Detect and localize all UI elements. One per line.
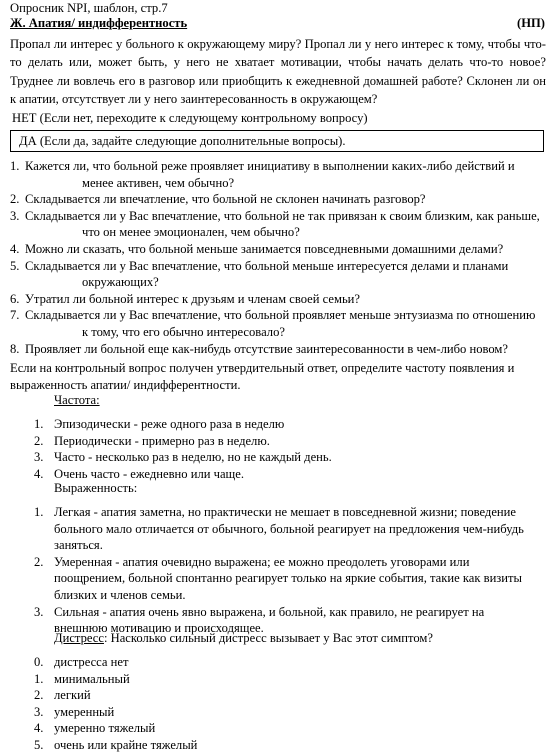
subquestion-text: Складывается ли впечатление, что больной не склонен начинать разговор? [25,192,426,207]
option-text: Умеренная - апатия очевидно выражена; ее можно преодолеть уговорами или поощрением, больной спонтанно реагирует только на яркие события, такие как визиты близких и членов семьи. [54,554,522,602]
option-number: 1. [34,417,44,431]
distress-option [34,720,539,737]
option-text: Часто - несколько раз в неделю, но не каждый день. [54,450,332,465]
option-text: Эпизодически - реже одного раза в неделю [54,417,285,431]
subquestion-number: 5. [10,258,20,273]
option-number: 1. [34,671,44,686]
option-number: 5. [34,737,44,752]
screening-question: Пропал ли интерес у больного к окружающему миру? Пропал ли у него интерес к тому, чтобы что-то делать или, может быть, у него не хватает мотивации, чтобы начать делать что-то новое? Труднее ли вовлечь его в разговор или приобщить к ежедневной домашней работе? Склонен ли он к апатии, отсутствует ли у него заинтересованность в окружающем? [10,37,546,107]
frequency-label: Частота: [54,393,100,407]
option-number: 4. [34,466,44,481]
subquestion-item [10,258,546,291]
option-number: 3. [34,450,44,465]
option-number: 3. [34,704,44,719]
subquestion-text: Можно ли сказать, что больной меньше занимается повседневными домашними делами? [25,241,504,256]
severity-option [34,554,539,604]
frequency-option [34,449,539,466]
subquestion-item [10,241,546,258]
distress-option [34,654,539,671]
option-text: Легкая - апатия заметна, но практически не мешает в повседневной жизни; поведение больного мало отличается от обычного, больной реагирует на предложения чем-нибудь заняться. [54,505,524,553]
yes-answer-box [10,130,544,152]
option-number: 2. [34,554,44,569]
no-answer-line: НЕТ (Если нет, переходите к следующему контрольному вопросу) [12,111,368,125]
distress-list [34,654,539,754]
distress-question [54,630,433,646]
subquestion-item [10,158,546,191]
subquestion-number: 4. [10,241,20,256]
subquestion-text-cont: к тому, что его обычно интересовало? [82,324,285,339]
subquestion-list [10,158,546,357]
subquestion-item [10,341,546,358]
frequency-list [34,416,539,482]
option-text: дистресса нет [54,655,129,669]
subquestion-item [10,191,546,208]
followup-instruction: Если на контрольный вопрос получен утвердительный ответ, определите частоту появления и выраженность апатии/ индифферентности. [10,361,515,392]
option-number: 4. [34,721,44,736]
severity-option [34,504,539,554]
subquestion-text: Проявляет ли больной еще как-нибудь отсутствие заинтересованности в чем-либо новом? [25,341,508,356]
page-header: Опросник NPI, шаблон, стр.7 [10,1,168,15]
section-code: (НП) [517,16,545,30]
option-text: очень или крайне тяжелый [54,737,198,752]
subquestion-text: Складывается ли у Вас впечатление, что больной меньше интересуется делами и планами [25,258,509,273]
subquestion-number: 7. [10,308,20,323]
distress-option [34,671,539,688]
subquestion-number: 1. [10,159,20,173]
subquestion-text-cont: что он менее эмоционален, чем обычно? [82,225,300,240]
option-text: Периодически - примерно раз в неделю. [54,433,270,448]
option-number: 3. [34,604,44,619]
subquestion-number: 2. [10,192,20,207]
frequency-option [34,416,539,433]
subquestion-text: Кажется ли, что больной реже проявляет инициативу в выполнении каких-либо действий и [25,159,515,173]
distress-question-text: : Насколько сильный дистресс вызывает у Вас этот симптом? [103,631,433,645]
distress-label: Дистресс [54,631,104,645]
severity-list [34,504,539,637]
option-text: легкий [54,688,91,703]
option-text: Сильная - апатия очень явно выражена, и больной, как правило, не реагирует на внешнюю мотивацию и происходящее. [54,604,485,636]
subquestion-number: 8. [10,341,20,356]
yes-answer-text: ДА (Если да, задайте следующие дополнительные вопросы). [19,134,346,148]
option-text: умеренный [54,704,115,719]
option-number: 2. [34,688,44,703]
distress-option [34,737,539,754]
subquestion-text: Утратил ли больной интерес к друзьям и членам своей семьи? [25,291,361,306]
subquestion-text-cont: окружающих? [82,275,159,290]
option-number: 1. [34,505,44,519]
subquestion-item [10,208,546,241]
frequency-option [34,433,539,450]
subquestion-item [10,307,546,340]
subquestion-text: Складывается ли у Вас впечатление, что больной не так привязан к своим близким, как раньше, [25,208,540,223]
subquestion-number: 6. [10,291,20,306]
option-text: Очень часто - ежедневно или чаще. [54,466,244,481]
option-text: умеренно тяжелый [54,721,156,736]
option-number: 0. [34,655,44,669]
subquestion-number: 3. [10,208,20,223]
subquestion-text: Складывается ли у Вас впечатление, что больной проявляет меньше энтузиазма по отношению [25,308,536,323]
option-number: 2. [34,433,44,448]
subquestion-item [10,291,546,308]
subquestion-text-cont: менее активен, чем обычно? [82,175,235,190]
section-title: Ж. Апатия/ индифферентность [10,16,188,30]
option-text: минимальный [54,671,130,686]
severity-label: Выраженность: [54,481,138,495]
distress-option [34,687,539,704]
distress-option [34,704,539,721]
